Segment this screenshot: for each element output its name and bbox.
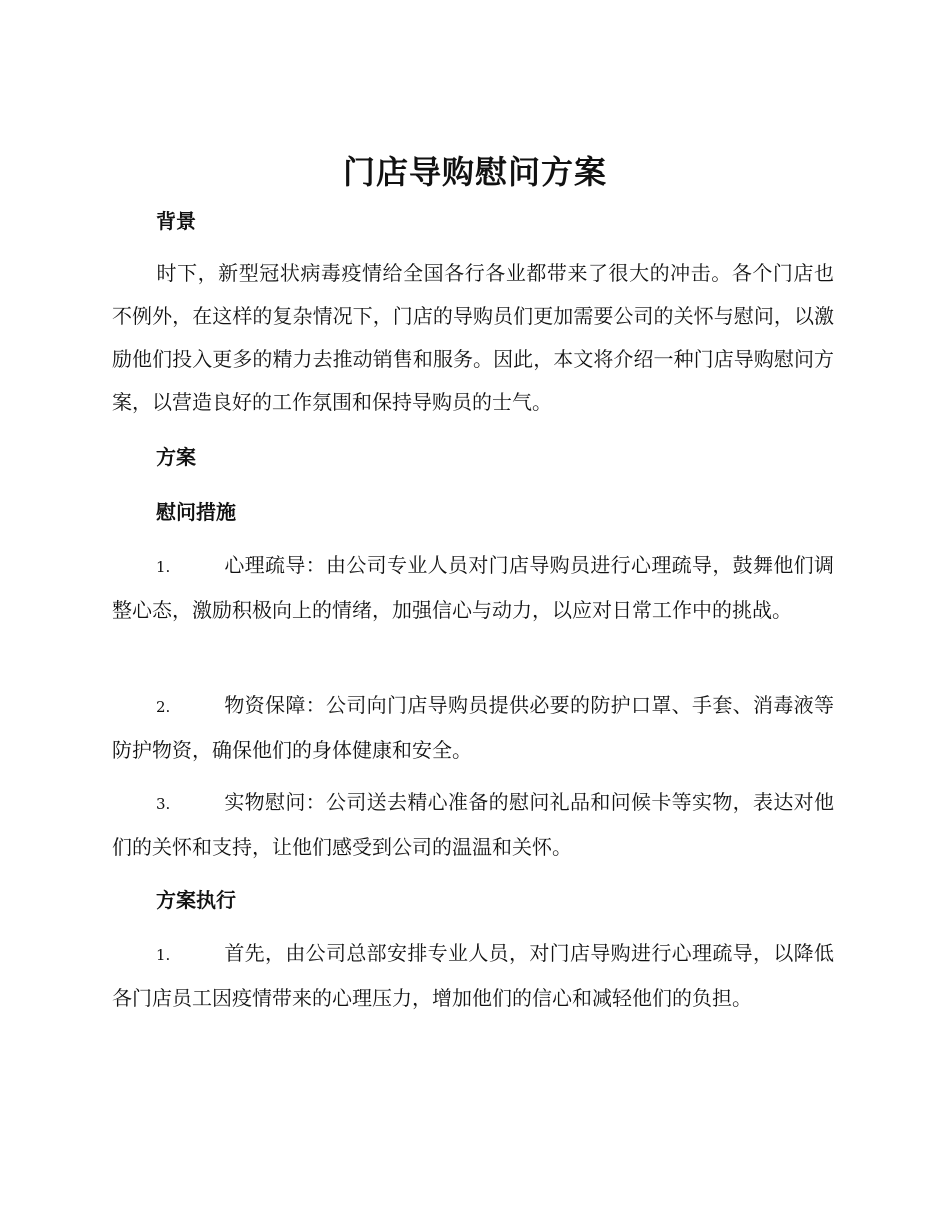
heading-plan: 方案 <box>156 445 196 469</box>
list-item-text: 物资保障：公司向门店导购员提供必要的防护口罩、手套、消毒液等防护物资，确保他们的身体健康和安全。 <box>112 693 834 762</box>
list-item-text: 首先，由公司总部安排专业人员，对门店导购进行心理疏导，以降低各门店员工因疫情带来的心理压力，增加他们的信心和减轻他们的负担。 <box>112 941 834 1010</box>
background-text: 时下，新型冠状病毒疫情给全国各行各业都带来了很大的冲击。各个门店也不例外，在这样的复杂情况下，门店的导购员们更加需要公司的关怀与慰问，以激励他们投入更多的精力去推动销售和服务。因此，本文将介绍一种门店导购慰问方案，以营造良好的工作氛围和保持导购员的士气。 <box>112 261 834 414</box>
execution-item-1 <box>112 932 834 1020</box>
list-number: 2. <box>156 698 171 716</box>
list-item-text: 心理疏导：由公司专业人员对门店导购员进行心理疏导，鼓舞他们调整心态，激励积极向上的情绪，加强信心与动力，以应对日常工作中的挑战。 <box>112 553 834 622</box>
background-paragraph <box>112 252 834 424</box>
list-number: 1. <box>156 558 171 576</box>
measure-item-2 <box>112 684 834 772</box>
list-item-text: 实物慰问：公司送去精心准备的慰问礼品和问候卡等实物，表达对他们的关怀和支持，让他们感受到公司的温温和关怀。 <box>112 790 834 859</box>
heading-execution: 方案执行 <box>156 888 236 912</box>
heading-measures: 慰问措施 <box>156 500 236 524</box>
document-title: 门店导购慰问方案 <box>342 153 607 191</box>
measure-item-1 <box>112 544 834 632</box>
measure-item-3 <box>112 781 834 869</box>
list-number: 1. <box>156 946 171 964</box>
heading-background: 背景 <box>156 209 196 233</box>
list-number: 3. <box>156 795 171 813</box>
